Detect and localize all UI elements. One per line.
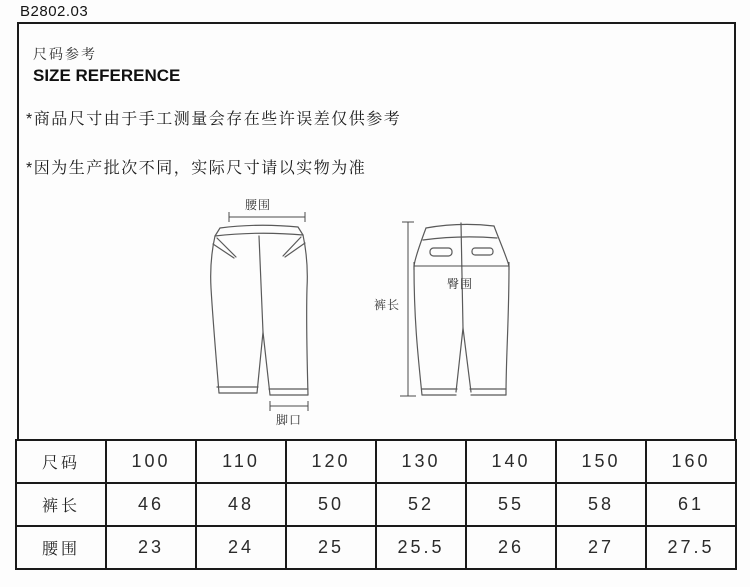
note-measurement-tolerance: *商品尺寸由于手工测量会存在些许误差仅供参考 [26, 111, 402, 128]
length-value: 48 [196, 483, 286, 526]
title-en: SIZE REFERENCE [33, 66, 181, 85]
length-value: 46 [106, 483, 196, 526]
product-code: B2802.03 [20, 3, 89, 20]
waist-value: 26 [466, 526, 556, 569]
waist-value: 27.5 [646, 526, 736, 569]
table-row-size [16, 440, 736, 483]
size-value: 100 [106, 440, 196, 483]
title-zh: 尺码参考 [33, 46, 97, 62]
length-value: 55 [466, 483, 556, 526]
leg-opening-label: 脚口 [275, 413, 302, 427]
waist-value: 23 [106, 526, 196, 569]
size-value: 140 [466, 440, 556, 483]
waist-value: 25.5 [376, 526, 466, 569]
table-row-waist [16, 526, 736, 569]
row-header-size: 尺码 [16, 440, 106, 483]
size-value: 120 [286, 440, 376, 483]
size-value: 110 [196, 440, 286, 483]
size-value: 150 [556, 440, 646, 483]
length-value: 58 [556, 483, 646, 526]
waist-label: 腰围 [244, 198, 271, 212]
waist-value: 24 [196, 526, 286, 569]
length-value: 52 [376, 483, 466, 526]
row-header-length: 裤长 [16, 483, 106, 526]
hip-label: 臀围 [446, 277, 473, 291]
size-value: 160 [646, 440, 736, 483]
row-header-waist: 腰围 [16, 526, 106, 569]
size-value: 130 [376, 440, 466, 483]
size-table [15, 439, 737, 570]
waist-value: 25 [286, 526, 376, 569]
table-row-length [16, 483, 736, 526]
length-value: 61 [646, 483, 736, 526]
length-value: 50 [286, 483, 376, 526]
note-production-batch: *因为生产批次不同，实际尺寸请以实物为准 [26, 160, 367, 177]
length-label: 裤长 [373, 298, 400, 312]
waist-value: 27 [556, 526, 646, 569]
